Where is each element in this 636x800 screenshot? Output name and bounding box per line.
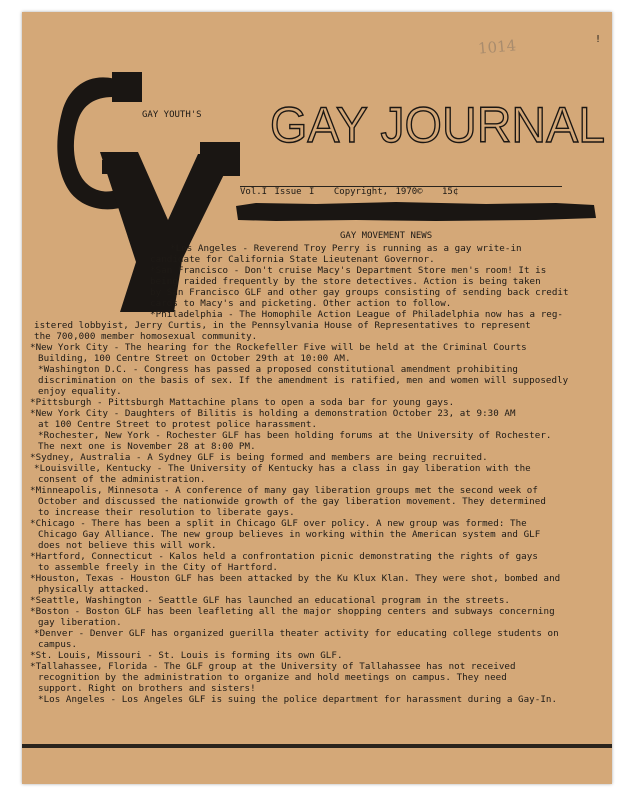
news-line: *Los Angeles - Los Angeles GLF is suing the police department for harassment during a Gay-In. <box>38 694 558 705</box>
news-line: Chicago Gay Alliance. The new group believes in working within the American system and GLF <box>38 529 541 540</box>
news-line: *Rochester, New York - Rochester GLF has been holding forums at the University of Rochester. <box>38 430 552 441</box>
news-line: *Hartford, Connecticut - Kalos held a confrontation picnic demonstrating the rights of gays <box>30 551 538 562</box>
news-line: recognition by the administration to organize and hold meetings on campus. They need <box>38 672 507 683</box>
news-line: *Philadelphia - The Homophile Action League of Philadelphia now has a reg- <box>150 309 564 320</box>
news-line: cards to Macy's and picketing. Other action to follow. <box>150 298 452 309</box>
masthead-prefix: GAY YOUTH'S <box>142 110 202 120</box>
news-line: *San Francisco - Don't cruise Macy's Department Store men's room! It is <box>150 265 547 276</box>
news-line: *Tallahassee, Florida - The GLF group at the University of Tallahassee has not received <box>30 661 516 672</box>
bottom-rule <box>22 744 612 748</box>
news-line: *Minneapolis, Minnesota - A conference of many gay liberation groups met the second week of <box>30 485 538 496</box>
news-line: consent of the administration. <box>38 474 206 485</box>
pencil-note: 1014 <box>477 36 517 58</box>
news-line: *New York City - The hearing for the Rockefeller Five will be held at the Criminal Courts <box>30 342 527 353</box>
news-line: *Pittsburgh - Pittsburgh Mattachine plans to open a soda bar for young gays. <box>30 397 455 408</box>
news-line: support. Right on brothers and sisters! <box>38 683 256 694</box>
news-line: to increase their resolution to liberate gays. <box>38 507 295 518</box>
news-line: being raided frequently by the store detectives. Action is being taken <box>150 276 541 287</box>
news-line: October and discussed the nationwide growth of the gay liberation movement. They determined <box>38 496 546 507</box>
newsletter-page <box>22 12 612 784</box>
news-line: Building, 100 Centre Street on October 29th at 10:00 AM. <box>38 353 351 364</box>
news-line: *Louisville, Kentucky - The University of Kentucky has a class in gay liberation with the <box>34 463 531 474</box>
news-line: *Seattle, Washington - Seattle GLF has launched an educational program in the streets. <box>30 595 510 606</box>
news-line: *New York City - Daughters of Bilitis is holding a demonstration October 23, at 9:30 AM <box>30 408 516 419</box>
issue-volume: Vol.I Issue I <box>240 187 315 197</box>
news-line: physically attacked. <box>38 584 150 595</box>
news-line: *Houston, Texas - Houston GLF has been attacked by the Ku Klux Klan. They were shot, bombed and <box>30 573 561 584</box>
news-line: candidate for California State Lieutenant Governor. <box>150 254 435 265</box>
section-title: GAY MOVEMENT NEWS <box>340 231 433 241</box>
news-line: at 100 Centre Street to protest police harassment. <box>38 419 318 430</box>
news-line: *Los Angeles - Reverend Troy Perry is running as a gay write-in <box>170 243 522 254</box>
news-line: *Sydney, Australia - A Sydney GLF is being formed and members are being recruited. <box>30 452 488 463</box>
news-line: *St. Louis, Missouri - St. Louis is forming its own GLF. <box>30 650 343 661</box>
news-line: *Denver - Denver GLF has organized guerilla theater activity for educating college students on <box>34 628 559 639</box>
news-line: The next one is November 28 at 8:00 PM. <box>38 441 256 452</box>
news-line: *Washington D.C. - Congress has passed a proposed constitutional amendment prohibiting <box>38 364 518 375</box>
news-list <box>22 12 612 784</box>
issue-price: 15¢ <box>442 187 459 197</box>
issue-copyright: Copyright, 1970© <box>333 187 423 197</box>
masthead-title-text: GAY JOURNAL <box>270 97 605 153</box>
news-line: by San Francisco GLF and other gay groups consisting of sending back credit <box>150 287 569 298</box>
news-line: istered lobbyist, Jerry Curtis, in the Pennsylvania House of Representatives to represent <box>34 320 531 331</box>
news-line: the 700,000 member homosexual community. <box>34 331 258 342</box>
news-line: *Chicago - There has been a split in Chicago GLF over policy. A new group was formed: The <box>30 518 527 529</box>
news-line: enjoy equality. <box>38 386 122 397</box>
news-line: discrimination on the basis of sex. If the amendment is ratified, men and women will supposedly <box>38 375 569 386</box>
news-line: campus. <box>38 639 78 650</box>
corner-mark: ! <box>595 34 602 45</box>
news-line: *Boston - Boston GLF has been leafleting all the major shopping centers and subways concerning <box>30 606 555 617</box>
news-line: gay liberation. <box>38 617 122 628</box>
news-line: does not believe this will work. <box>38 540 217 551</box>
news-line: to assemble freely in the City of Hartford. <box>38 562 278 573</box>
